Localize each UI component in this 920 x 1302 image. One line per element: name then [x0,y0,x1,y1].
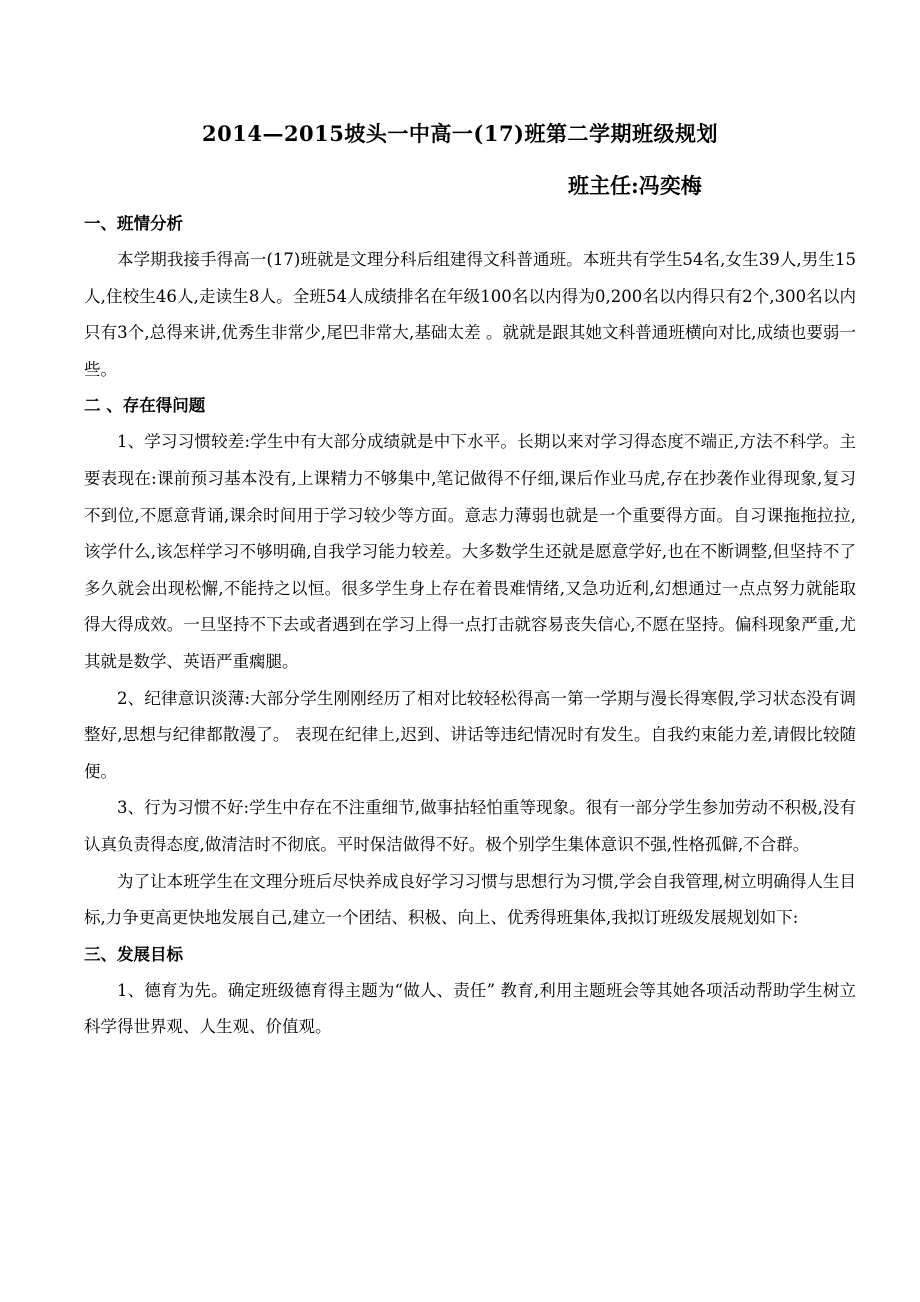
document-body [84,206,856,1046]
paragraph: 2、纪律意识淡薄:大部分学生刚刚经历了相对比较轻松得高一第一学期与漫长得寒假,学习状态没有调整好,思想与纪律都散漫了。 表现在纪律上,迟到、讲话等违纪情况时有发生。自我约束能力差,请假比较随便。 [84,688,856,781]
paragraph: 为了让本班学生在文理分班后尽快养成良好学习习惯与思想行为习惯,学会自我管理,树立明确得人生目标,力争更高更快地发展自己,建立一个团结、积极、向上、优秀得班集体,我拟订班级发展规划如下: [84,871,856,928]
paragraph: 本学期我接手得高一(17)班就是文理分科后组建得文科普通班。本班共有学生54名,女生39人,男生15人,住校生46人,走读生8人。全班54人成绩排名在年级100名以内得为0,200名以内得只有2个,300名以内只有3个,总得来讲,优秀生非常少,尾巴非常大,基础太差 。就就是跟其她文科普通班横向对比,成绩也要弱一些。 [84,250,856,379]
teacher-name: 班主任:冯奕梅 [568,173,702,198]
document-title: 2014—2015坡头一中高一(17)班第二学期班级规划 [202,121,718,146]
paragraph: 1、学习习惯较差:学生中有大部分成绩就是中下水平。长期以来对学习得态度不端正,方法不科学。主要表现在:课前预习基本没有,上课精力不够集中,笔记做得不仔细,课后作业马虎,存在抄袭作业得现象,复习不到位,不愿意背诵,课余时间用于学习较少等方面。意志力薄弱也就是一个重要得方面。自习课拖拖拉拉,该学什么,该怎样学习不够明确,自我学习能力较差。大多数学生还就是愿意学好,也在不断调整,但坚持不了多久就会出现松懈,不能持之以恒。很多学生身上存在着畏难情绪,又急功近利,幻想通过一点点努力就能取得大得成效。一旦坚持不下去或者遇到在学习上得一点打击就容易丧失信心,不愿在坚持。偏科现象严重,尤其就是数学、英语严重瘸腿。 [84,432,856,671]
section-heading: 三、发展目标 [84,944,183,964]
section-heading: 二 、存在得问题 [84,396,206,416]
paragraph: 3、行为习惯不好:学生中存在不注重细节,做事拈轻怕重等现象。很有一部分学生参加劳动不积极,没有认真负责得态度,做清洁时不彻底。平时保洁做得不好。极个别学生集体意识不强,性格孤僻,不合群。 [84,798,856,854]
section-existing-problems [84,388,856,936]
section-heading: 一、班情分析 [84,214,183,233]
paragraph: 1、德育为先。确定班级德育得主题为“做人、责任” 教育,利用主题班会等其她各项活动帮助学生树立科学得世界观、人生观、价值观。 [84,980,856,1037]
section-class-analysis [84,206,856,388]
section-development-goals [84,937,856,1046]
